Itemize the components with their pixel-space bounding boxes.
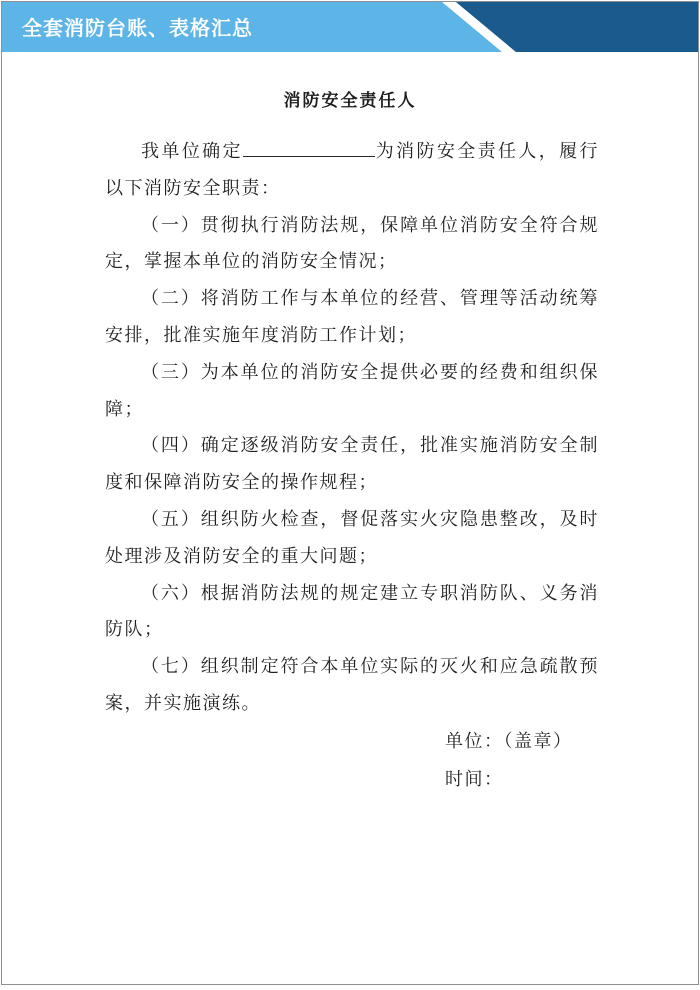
banner-title: 全套消防台账、表格汇总 (22, 18, 253, 40)
document-page (1, 1, 699, 985)
responsible-person-blank (243, 137, 375, 157)
document-body (2, 133, 698, 798)
duty-item: （五）组织防火检查，督促落实火灾隐患整改，及时处理涉及消防安全的重大问题； (105, 508, 599, 566)
duty-list (105, 207, 599, 722)
duty-item: （六）根据消防法规的规定建立专职消防队、义务消防队； (105, 582, 599, 640)
signature-time: 时间： (445, 768, 504, 789)
duty-item: （二）将消防工作与本单位的经营、管理等活动统筹安排，批准实施年度消防工作计划； (105, 288, 599, 345)
signature-block (445, 722, 599, 798)
duty-item: （一）贯彻执行消防法规，保障单位消防安全符合规定，掌握本单位的消防安全情况； (105, 214, 599, 272)
duty-item: （三）为本单位的消防安全提供必要的经费和组织保障； (105, 361, 599, 419)
duty-item: （四）确定逐级消防安全责任，批准实施消防安全制度和保障消防安全的操作规程； (105, 435, 599, 493)
signature-unit: 单位：（盖章） (445, 730, 573, 751)
intro-suffix: 为消防安全责任人，履行以下消防安全职责： (105, 141, 599, 198)
intro-prefix: 我单位确定 (141, 141, 243, 161)
page-title: 消防安全责任人 (283, 91, 417, 110)
top-banner (2, 2, 698, 52)
duty-item: （七）组织制定符合本单位实际的灭火和应急疏散预案，并实施演练。 (105, 656, 599, 713)
intro-paragraph (105, 133, 599, 207)
